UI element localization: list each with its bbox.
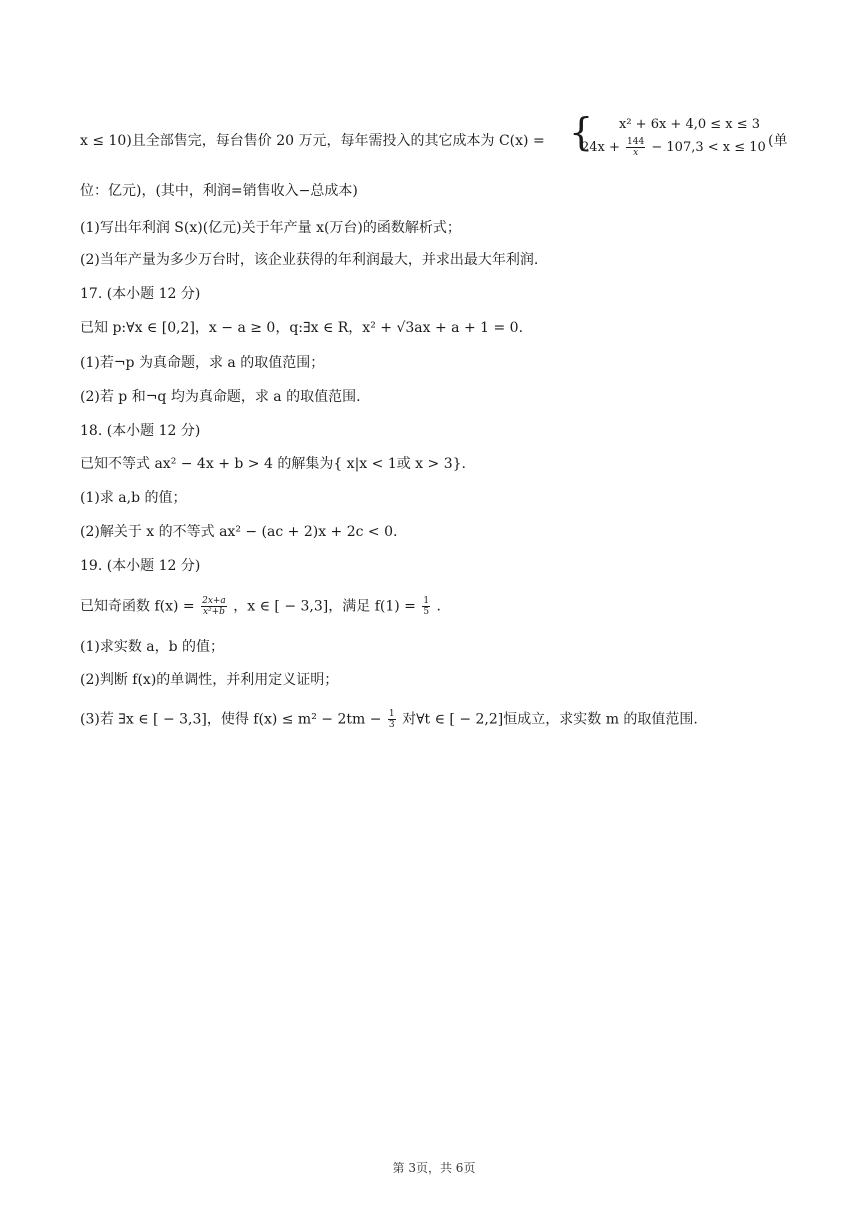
problem19-stem: 已知奇函数 f(x) = $\frac{2x+a}{\text{x²+b}}$ ，x ∈ [ − 3,3]，满足 f(1) = $\frac{1}{5}$ . [80,596,441,617]
problem16-line1-prefix: x ≤ 10)且全部售完，每台售价 20 万元，每年需投入的其它成本为 C(x) = [80,133,545,149]
fraction-144-over-x: $\frac{144}{x}$ [627,137,645,158]
problem17-question-1: (1)若¬p 为真命题，求 a 的取值范围； [80,355,325,371]
problem16-question-1: (1)写出年利润 S(x)(亿元)关于年产量 x(万台)的函数解析式； [80,220,461,236]
problem17-header: 17. (本小题 12 分) [80,286,201,302]
problem16-line2: 位：亿元)，(其中，利润=销售收入−总成本) [80,183,358,199]
problem18-question-1: (1)求 a,b 的值； [80,490,187,506]
fraction-1-over-3: $\frac{1}{3}$ [388,709,395,730]
problem16-line1-suffix: (单 [768,133,788,149]
page-number-footer: 第 3页，共 6页 [392,1161,476,1175]
problem18-question-2: (2)解关于 x 的不等式 ax² − (ac + 2)x + 2c < 0. [80,524,398,540]
problem17-stem: 已知 p:∀x ∈ [0,2]，x − a ≥ 0，q:∃x ∈ R，x² + √3ax + a + 1 = 0. [80,320,524,336]
fraction-2x-plus-a-over-x2-plus-b: $\frac{2x+a}{\text{x²+b}}$ [202,596,226,617]
problem18-header: 18. (本小题 12 分) [80,423,201,439]
problem17-question-2: (2)若 p 和¬q 均为真命题，求 a 的取值范围. [80,389,361,405]
problem19-header: 19. (本小题 12 分) [80,558,201,574]
piecewise-brace: { [569,110,594,154]
problem18-stem: 已知不等式 ax² − 4x + b > 4 的解集为{ x|x < 1或 x > 3}. [80,456,466,472]
piecewise-row-1: x² + 6x + 4,0 ≤ x ≤ 3 [619,117,761,132]
fraction-1-over-5: $\frac{1}{5}$ [423,596,430,617]
problem19-question-1: (1)求实数 a，b 的值； [80,639,225,655]
piecewise-row-2: 24x + $\frac{144}{x}$ − 107,3 < x ≤ 10 [581,137,766,158]
problem16-question-2: (2)当年产量为多少万台时，该企业获得的年利润最大，并求出最大年利润. [80,252,539,268]
problem19-question-3: (3)若 ∃x ∈ [ − 3,3]，使得 f(x) ≤ m² − 2tm − $\frac{1}{3}$ 对∀t ∈ [ − 2,2]恒成立，求实数 m 的取值范围. [80,709,698,730]
problem16-line1 [80,131,545,151]
problem19-question-2: (2)判断 f(x)的单调性，并利用定义证明； [80,672,339,688]
